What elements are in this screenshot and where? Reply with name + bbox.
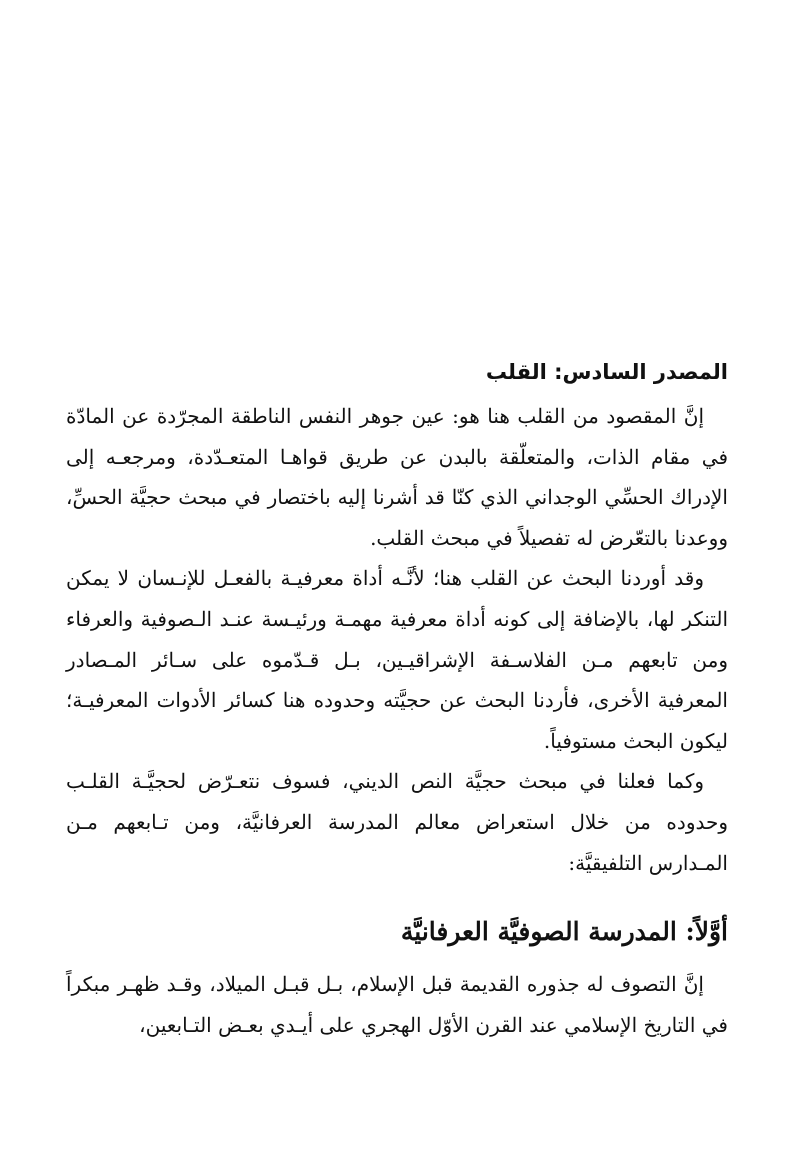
section-heading: المصدر السادس: القلب [485, 360, 728, 384]
page-body [66, 352, 728, 1045]
paragraph-reason: وقد أوردنا البحث عن القلب هنا؛ لأنَّـه أداة معرفيـة بالفعـل للإنـسان لا يمكن التنكر لها، بالإضافة إلى كونه أداة معرفية مهمـة ورئيـسة عنـد الـصوفية والعرفاء ومن تابعهم مـن الفلاسـفة الإشراقيـين، بـل قـدّموه على سـائر المـصادر المعرفية الأخرى، فأردنا البحث عن حجيَّته وحدوده هنا كسائر الأدوات المعرفيـة؛ ليكون البحث مستوفياً. [66, 566, 728, 753]
paragraph-sufism-origins: إنَّ التصوف له جذوره القديمة قبل الإسلام، بـل قبـل الميلاد، وقـد ظهـر مبكراً في التاريخ الإسلامي عند القرن الأوّل الهجري على أيـدي بعـض التـابعين، [66, 972, 728, 1037]
paragraph-method: وكما فعلنا في مبحث حجيَّة النص الديني، فسوف نتعـرّض لحجيَّـة القلـب وحدوده من خلال استعراض معالم المدرسة العرفانيَّة، ومن تـابعهم مـن المـدارس التلفيقيَّة: [66, 769, 728, 875]
paragraph-definition: إنَّ المقصود من القلب هنا هو: عين جوهر النفس الناطقة المجرّدة عن المادّة في مقام الذات، والمتعلّقة بالبدن عن طريق قواهـا المتعـدّدة، ومرجعـه إلى الإدراك الحسِّي الوجداني الذي كنّا قد أشرنا إليه باختصار في مبحث حجيَّة الحسِّ، ووعدنا بالتعّرض له تفصيلاً في مبحث القلب. [66, 404, 728, 550]
subheading-sufi-school: أوَّلاً: المدرسة الصوفيَّة العرفانيَّة [400, 917, 728, 947]
